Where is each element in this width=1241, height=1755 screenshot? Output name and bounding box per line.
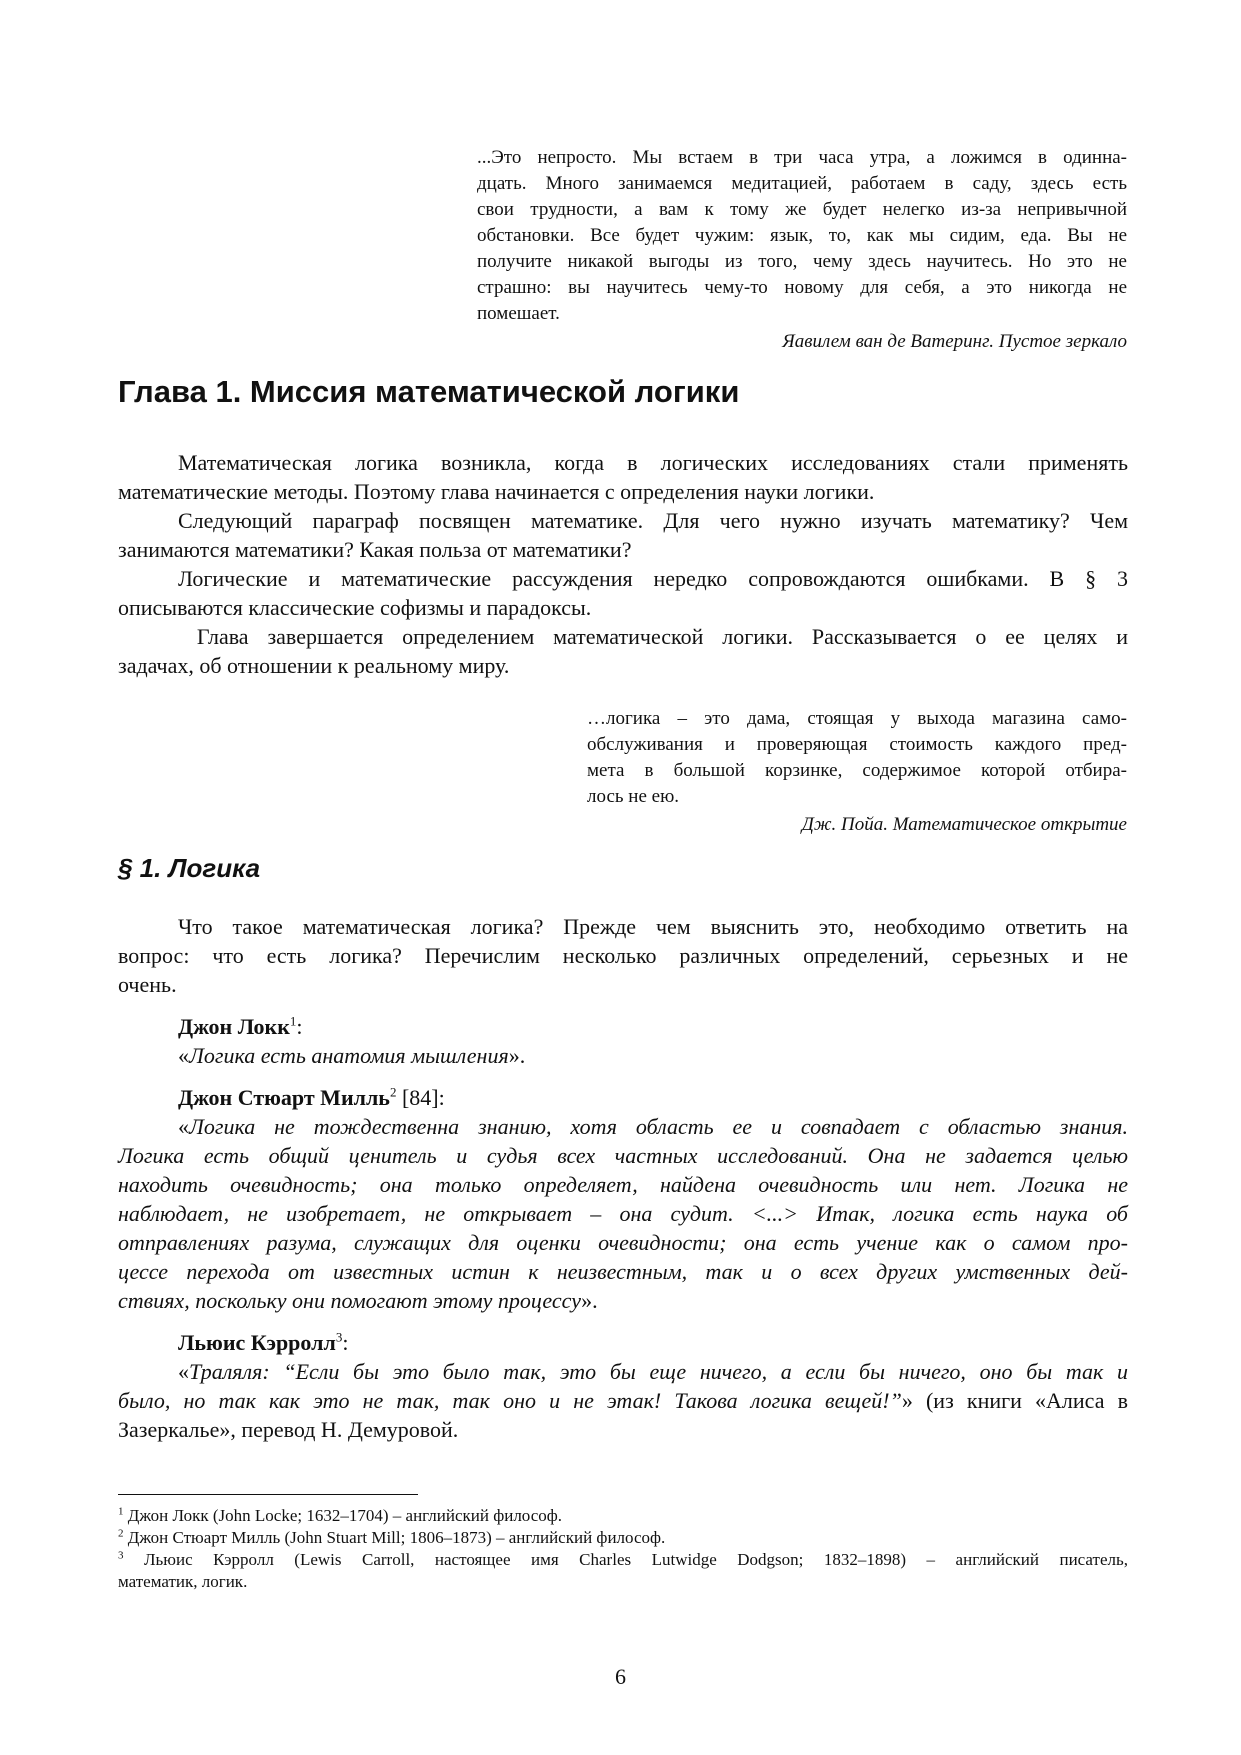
epigraph-1-source: Яавилем ван де Ватеринг. Пустое зеркало — [782, 331, 1127, 352]
author-colon: : — [342, 1330, 349, 1355]
footnote-line: математик, логик. — [118, 1572, 248, 1591]
paragraph-line: математические методы. Поэтому глава начинается с определения науки логики. — [118, 479, 875, 504]
paragraph-line: вопрос: что есть логика? Перечислим несколько различных определений, серьезных и не — [118, 943, 1128, 968]
epigraph-1-line: ...Это непросто. Мы встаем в три часа утра, а ложимся в одинна- — [477, 147, 1127, 168]
quote-text: было, но так как это не так, так оно и не этак! Такова логика вещей!” — [118, 1388, 902, 1413]
quote-line — [118, 1112, 1128, 1141]
quote-text: ствиях, поскольку они помогают этому процессу — [118, 1288, 582, 1313]
epigraph-1-line: страшно: вы научитесь чему-то новому для себя, а это никогда не — [477, 277, 1127, 298]
footnote-text: Джон Стюарт Милль (John Stuart Mill; 1806–1873) – английский философ. — [127, 1528, 666, 1547]
chapter-title: Глава 1. Миссия математической логики — [118, 374, 740, 409]
chapter-intro — [118, 448, 1128, 680]
author-citation: [84]: — [396, 1085, 445, 1110]
quote-open: « — [178, 1359, 189, 1384]
author-colon: : — [296, 1014, 303, 1039]
epigraph-1-line: свои трудности, а вам к тому же будет нелегко из-за непривычной — [477, 199, 1127, 220]
paragraph-line: Глава завершается определением математической логики. Рассказывается о ее целях и — [178, 624, 1128, 649]
paragraph-line: задачах, об отношении к реальному миру. — [118, 653, 510, 678]
epigraph-1-line: дцать. Много занимаемся медитацией, работаем в саду, здесь есть — [477, 173, 1127, 194]
footnote-line — [118, 1505, 1128, 1527]
footnote-line — [118, 1527, 1128, 1549]
quote-text: Логика есть анатомия мышления — [189, 1043, 509, 1068]
footnote-text: Льюис Кэрролл (Lewis Carroll, настоящее имя Charles Lutwidge Dodgson; 1832–1898) – английский писатель, — [144, 1550, 1128, 1569]
footnote-divider — [118, 1494, 418, 1495]
epigraph-2-source: Дж. Пойа. Математическое открытие — [801, 814, 1127, 835]
epigraph-1-line: получите никакой выгоды из того, чему здесь научитесь. Но это не — [477, 251, 1127, 272]
epigraph-1-line: помешает. — [477, 303, 560, 324]
quote-line: цессе перехода от известных истин к неизвестным, так и о всех других умственных дей- — [118, 1259, 1128, 1284]
quote-line — [118, 1386, 1128, 1415]
quote-line: находить очевидность; она только определяет, найдена очевидность или нет. Логика не — [118, 1172, 1128, 1197]
quote-line: Логика есть общий ценитель и судья всех частных исследований. Она не задается целью — [118, 1143, 1128, 1168]
quote-line: Зазеркалье», перевод Н. Демуровой. — [118, 1417, 459, 1442]
author-line — [118, 1328, 1128, 1357]
epigraph-2-line: обслуживания и проверяющая стоимость каждого пред- — [587, 734, 1127, 755]
author-line — [118, 1012, 1128, 1041]
quote-line: наблюдает, не изобретает, не открывает – она судит. <...> Итак, логика есть наука об — [118, 1201, 1128, 1226]
definition-mill — [118, 1083, 1128, 1315]
author-name: Джон Локк — [178, 1014, 290, 1039]
epigraph-2 — [587, 706, 1127, 838]
paragraph-line: Следующий параграф посвящен математике. Для чего нужно изучать математику? Чем — [178, 508, 1128, 533]
footnote-2 — [118, 1527, 1128, 1549]
footnote-text: Джон Локк (John Locke; 1632–1704) – английский философ. — [127, 1506, 563, 1525]
definition-locke — [118, 1012, 1128, 1070]
quote-close: ». — [508, 1043, 526, 1068]
epigraph-2-line: лось не ею. — [587, 786, 680, 807]
epigraph-1 — [477, 145, 1127, 355]
quote-line: отправлениях разума, служащих для оценки очевидности; она есть учение как о самом про- — [118, 1230, 1128, 1255]
author-name: Льюис Кэрролл — [178, 1330, 336, 1355]
page-number: 6 — [615, 1664, 626, 1689]
paragraph-line: описываются классические софизмы и парадоксы. — [118, 595, 592, 620]
quote-line — [118, 1286, 1128, 1315]
footnote-1 — [118, 1505, 1128, 1527]
quote-open: « — [178, 1114, 189, 1139]
quote-attribution: » (из книги «Алиса в — [901, 1388, 1128, 1413]
footnote-number: 1 — [118, 1505, 124, 1518]
quote-close: ». — [581, 1288, 598, 1313]
footnote-ref[interactable]: 2 — [389, 1084, 397, 1100]
quote-open: « — [178, 1043, 189, 1068]
author-line — [118, 1083, 1128, 1112]
footnote-number: 3 — [118, 1549, 124, 1562]
footnote-ref[interactable]: 1 — [289, 1013, 297, 1029]
paragraph-line: очень. — [118, 972, 177, 997]
section-title: § 1. Логика — [118, 853, 261, 883]
footnote-3 — [118, 1549, 1128, 1593]
paragraph-line: Логические и математические рассуждения нередко сопровождаются ошибками. В § 3 — [178, 566, 1128, 591]
author-name: Джон Стюарт Милль — [178, 1085, 390, 1110]
definition-carroll — [118, 1328, 1128, 1444]
section-intro — [118, 912, 1128, 999]
epigraph-2-line: мета в большой корзинке, содержимое которой отбира- — [587, 760, 1127, 781]
quote-text: Траляля: “Если бы это было так, это бы еще ничего, а если бы ничего, оно бы так и — [189, 1359, 1128, 1384]
paragraph-line: занимаются математики? Какая польза от математики? — [118, 537, 632, 562]
quote-text: Логика не тождественна знанию, хотя область ее и совпадает с областью знания. — [189, 1114, 1128, 1139]
footnote-line — [118, 1549, 1128, 1571]
epigraph-1-line: обстановки. Все будет чужим: язык, то, как мы сидим, еда. Вы не — [477, 225, 1127, 246]
quote-line — [118, 1041, 1128, 1070]
footnote-number: 2 — [118, 1527, 124, 1540]
quote-line — [118, 1357, 1128, 1386]
paragraph-line: Математическая логика возникла, когда в логических исследованиях стали применять — [178, 450, 1128, 475]
footnotes — [118, 1505, 1128, 1593]
footnote-ref[interactable]: 3 — [335, 1329, 343, 1345]
epigraph-2-line: …логика – это дама, стоящая у выхода магазина само- — [587, 708, 1127, 729]
paragraph-line: Что такое математическая логика? Прежде чем выяснить это, необходимо ответить на — [178, 914, 1128, 939]
